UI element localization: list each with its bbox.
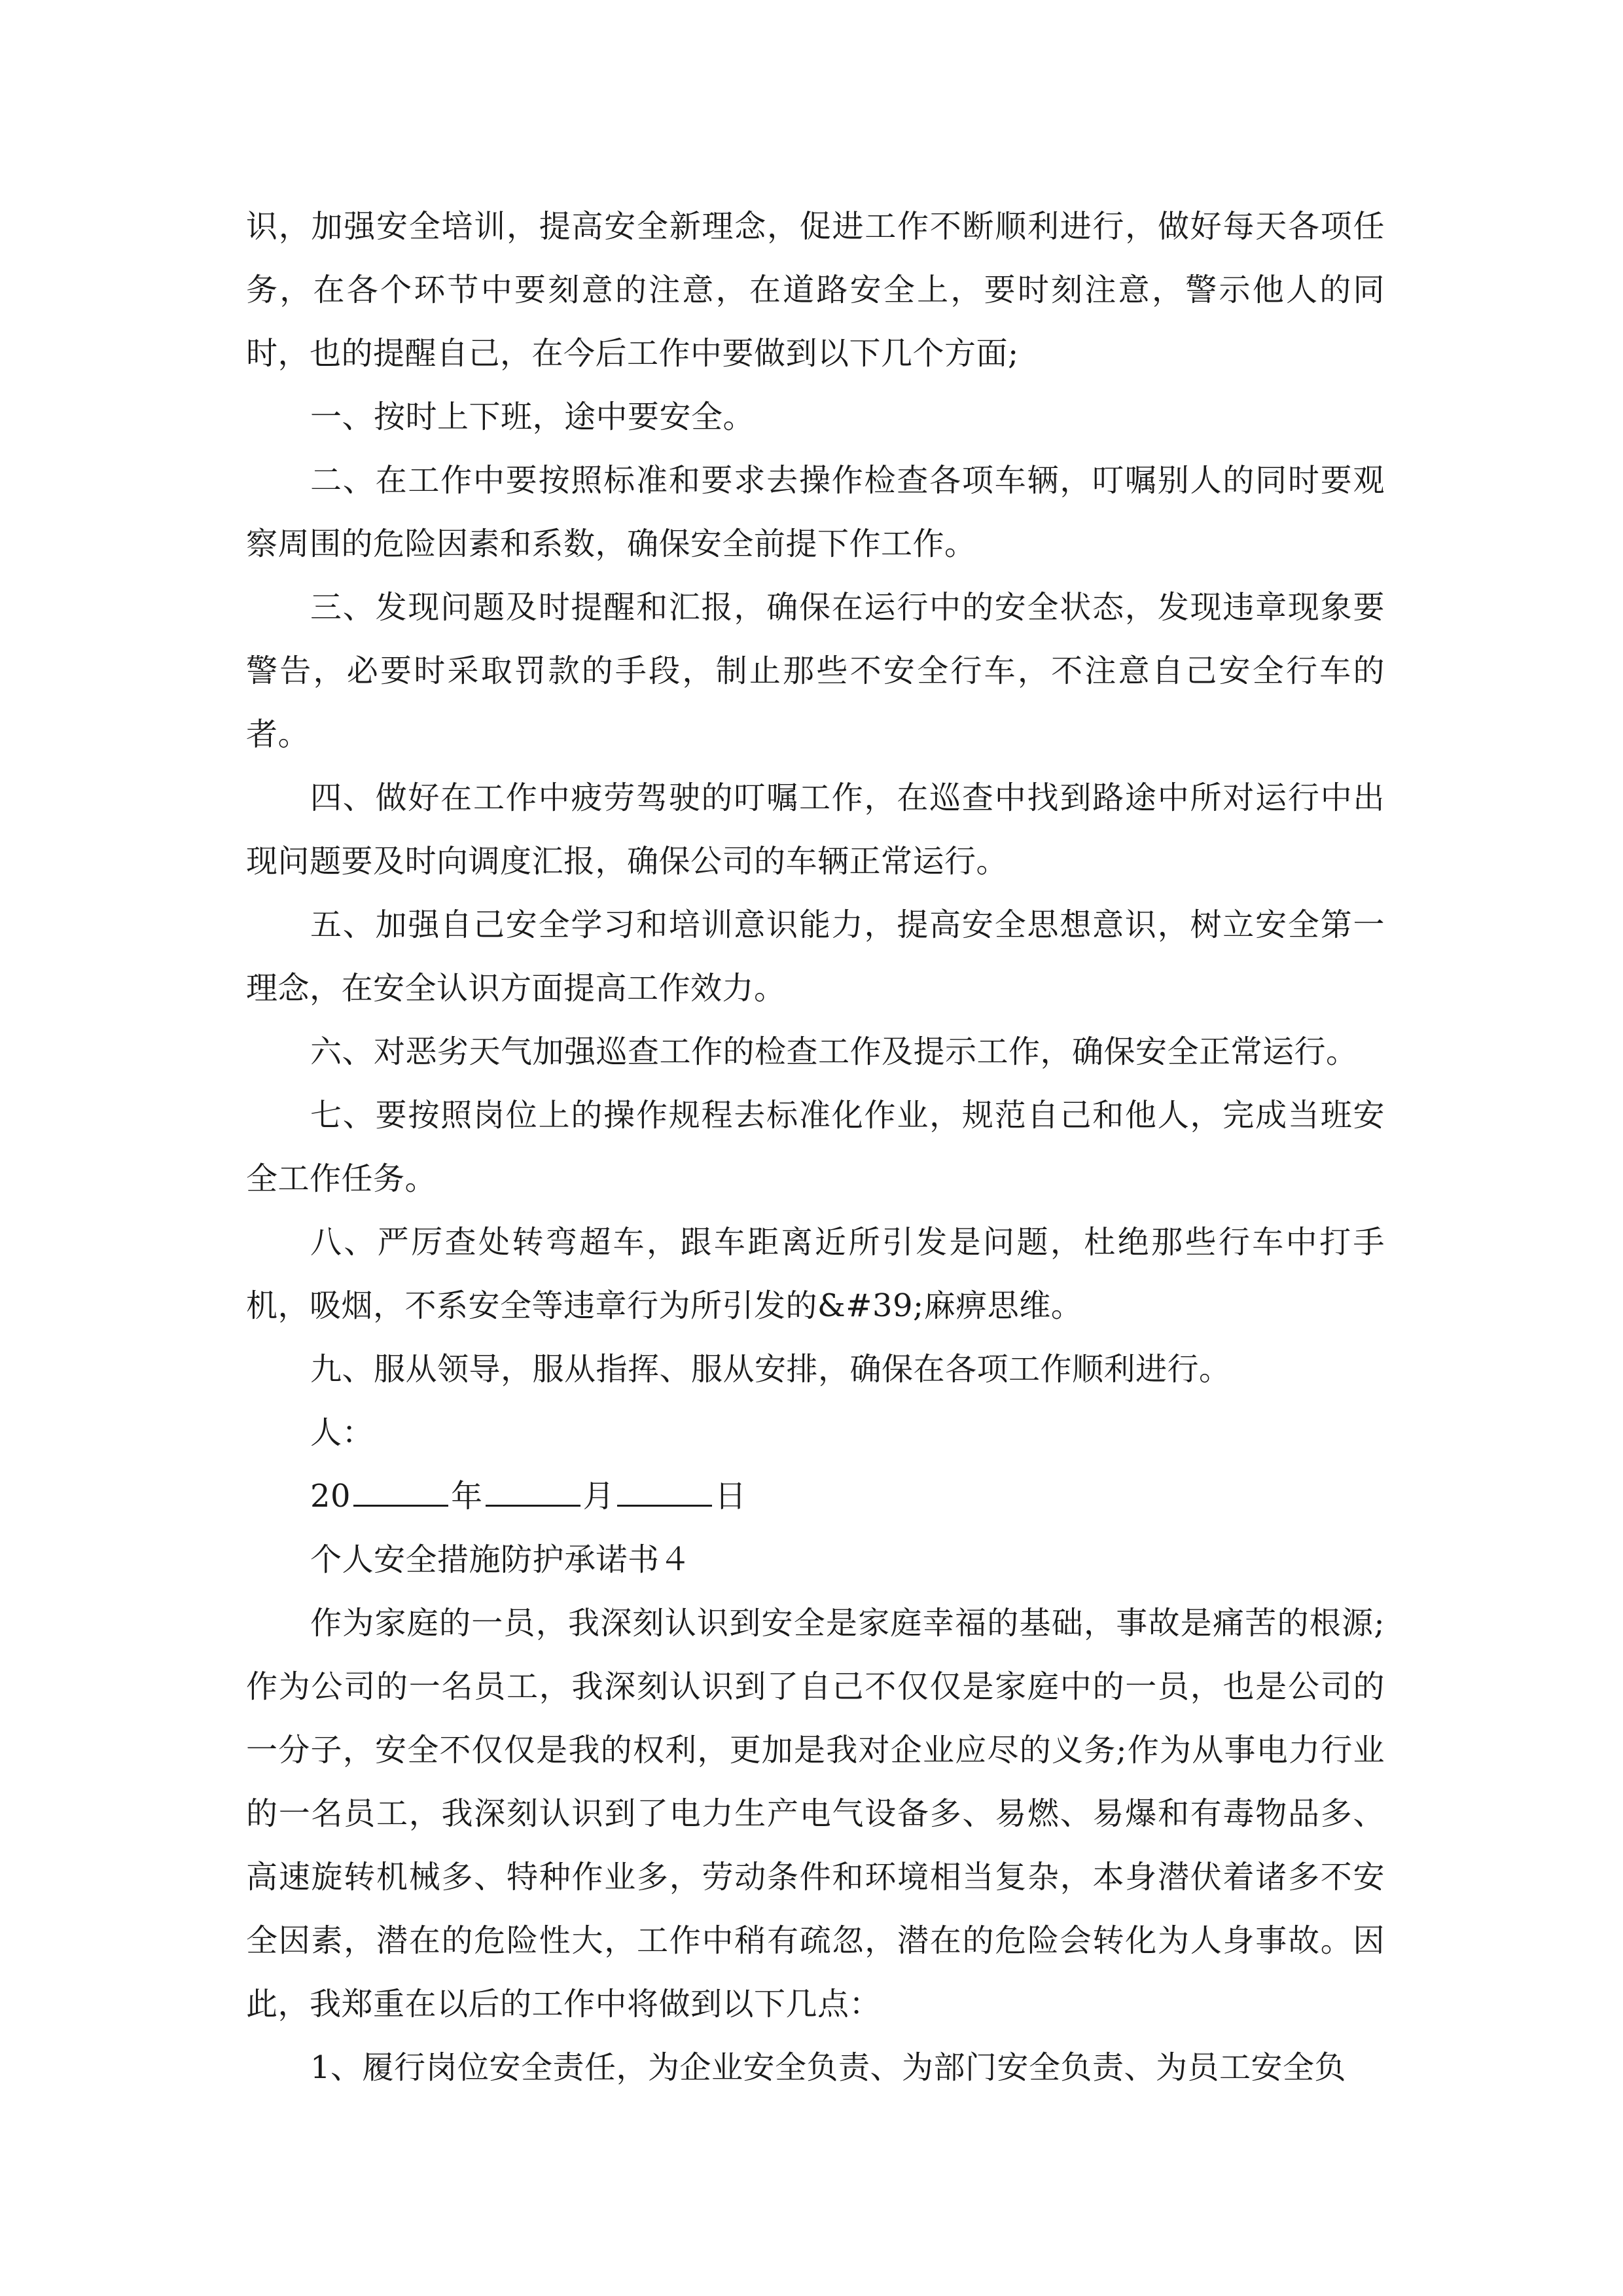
paragraph-item-1: 一、按时上下班，途中要安全。 bbox=[310, 399, 755, 435]
year-prefix: 20 bbox=[310, 1478, 351, 1515]
day-label: 日 bbox=[715, 1478, 747, 1515]
paragraph-item-6: 六、对恶劣天气加强巡查工作的检查工作及提示工作，确保安全正常运行。 bbox=[310, 1033, 1358, 1070]
section-title: 个人安全措施防护承诺书４ bbox=[310, 1541, 692, 1578]
paragraph-item-2: 二、在工作中要按照标准和要求去操作检查各项车辆，叮嘱别人的同时要观察周围的危险因素和系数，确保安全前提下作工作。 bbox=[246, 462, 1385, 562]
paragraph-item-3: 三、发现问题及时提醒和汇报，确保在运行中的安全状态，发现违章现象要警告，必要时采取罚款的手段，制止那些不安全行车，不注意自己安全行车的者。 bbox=[246, 589, 1385, 753]
paragraph-continuation: 识，加强安全培训，提高安全新理念，促进工作不断顺利进行，做好每天各项任务，在各个环节中要刻意的注意，在道路安全上，要时刻注意，警示他人的同时，也的提醒自己，在今后工作中要做到以下几个方面; bbox=[246, 208, 1385, 372]
paragraph-item-5: 五、加强自己安全学习和培训意识能力，提高安全思想意识，树立安全第一理念，在安全认识方面提高工作效力。 bbox=[246, 906, 1385, 1007]
month-label: 月 bbox=[582, 1478, 615, 1515]
paragraph-item-4: 四、做好在工作中疲劳驾驶的叮嘱工作，在巡查中找到路途中所对运行中出现问题要及时向调度汇报，确保公司的车辆正常运行。 bbox=[246, 780, 1385, 880]
month-blank bbox=[486, 1467, 580, 1507]
paragraph-item-7: 七、要按照岗位上的操作规程去标准化作业，规范自己和他人，完成当班安全工作任务。 bbox=[246, 1097, 1385, 1197]
paragraph-point-1: 1、履行岗位安全责任，为企业安全负责、为部门安全负责、为员工安全负 bbox=[310, 2049, 1347, 2086]
date-line bbox=[246, 1465, 1385, 1528]
day-blank bbox=[617, 1467, 712, 1507]
year-blank bbox=[353, 1467, 448, 1507]
signature-label: 人： bbox=[310, 1414, 374, 1451]
document-body bbox=[246, 195, 1385, 2100]
paragraph-intro: 作为家庭的一员，我深刻认识到安全是家庭幸福的基础，事故是痛苦的根源;作为公司的一名员工，我深刻认识到了自己不仅仅是家庭中的一员，也是公司的一分子，安全不仅仅是我的权利，更加是我对企业应尽的义务;作为从事电力行业的一名员工，我深刻认识到了电力生产电气设备多、易燃、易爆和有毒物品多、高速旋转机械多、特种作业多，劳动条件和环境相当复杂，本身潜伏着诸多不安全因素，潜在的危险性大，工作中稍有疏忽，潜在的危险会转化为人身事故。因此，我郑重在以后的工作中将做到以下几点： bbox=[246, 1605, 1385, 2022]
paragraph-item-8: 八、严厉查处转弯超车，跟车距离近所引发是问题，杜绝那些行车中打手机，吸烟，不系安全等违章行为所引发的&#39;麻痹思维。 bbox=[246, 1224, 1385, 1324]
year-label: 年 bbox=[451, 1478, 483, 1515]
paragraph-item-9: 九、服从领导，服从指挥、服从安排，确保在各项工作顺利进行。 bbox=[310, 1351, 1231, 1388]
